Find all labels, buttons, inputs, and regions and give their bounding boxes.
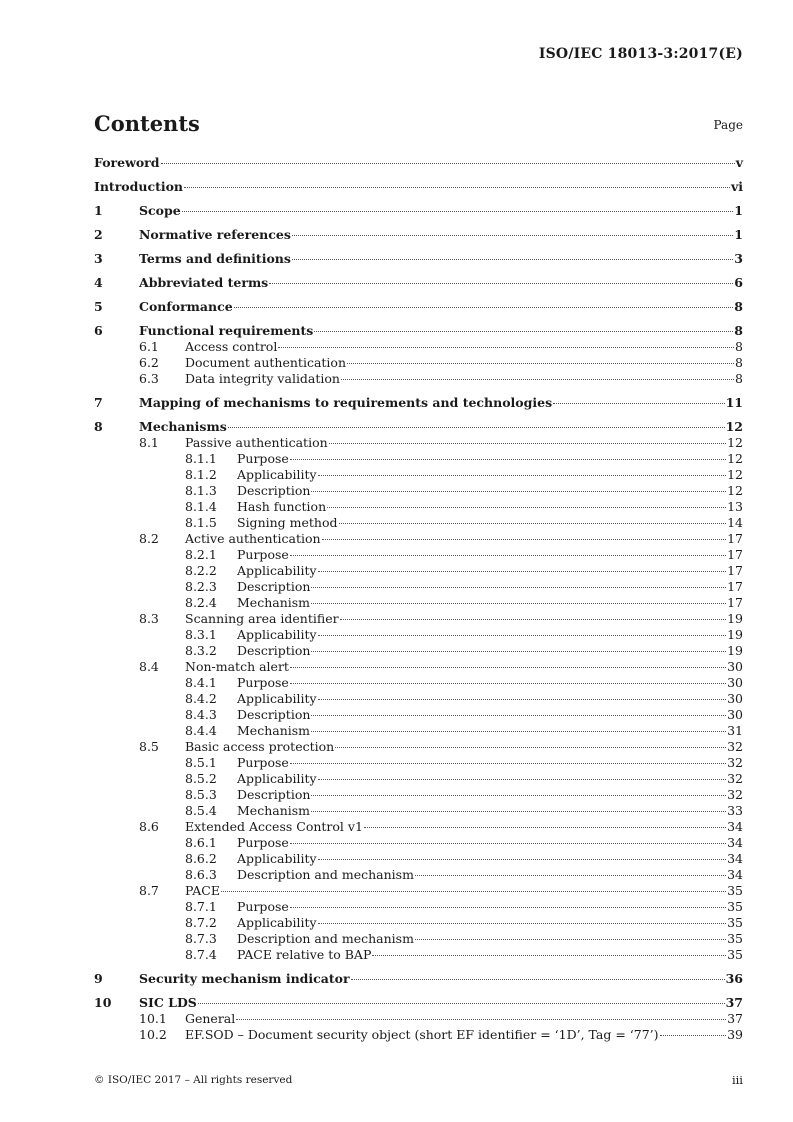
toc-entry-page: 19 [727,643,743,658]
toc-entry-page: 36 [725,971,743,986]
toc-entry[interactable] [94,531,743,547]
toc-entry-page: 30 [727,675,743,690]
toc-entry-page: 39 [727,1027,743,1042]
toc-entry-page: 17 [727,563,743,578]
toc-entry-title: Scanning area identifier [185,611,339,626]
toc-entry-number: 8.6.2 [185,851,217,866]
toc-entry-number: 8.1.4 [185,499,217,514]
toc-entry-title: PACE relative to BAP [237,947,372,962]
toc-entry-title: Mechanism [237,803,311,818]
toc-entry-title: Description and mechanism [237,867,414,882]
toc-entry-title: General [185,1011,236,1026]
toc-entry[interactable] [94,595,743,611]
toc-dot-leader [660,1035,727,1036]
toc-spacer [94,987,743,995]
toc-entry-number: 8.2.3 [185,579,217,594]
toc-dot-leader [290,555,726,556]
toc-entry-page: 37 [725,995,743,1010]
toc-dot-leader [553,403,724,404]
toc-entry-title: Mechanism [237,595,311,610]
toc-spacer [94,171,743,179]
toc-entry[interactable] [94,275,743,291]
toc-entry[interactable] [94,499,743,515]
toc-dot-leader [290,907,726,908]
toc-entry-page: 1 [734,227,743,242]
toc-entry[interactable] [94,819,743,835]
toc-entry-number: 8.1.3 [185,483,217,498]
toc-dot-leader [278,347,734,348]
toc-entry[interactable] [94,971,743,987]
toc-spacer [94,315,743,323]
toc-entry-number: 2 [94,227,103,242]
toc-entry-page: 35 [727,947,743,962]
toc-entry[interactable] [94,659,743,675]
toc-entry-page: 1 [734,203,743,218]
toc-entry[interactable] [94,835,743,851]
toc-entry-number: 8.4.2 [185,691,217,706]
toc-dot-leader [311,587,726,588]
toc-entry-number: 8.7.2 [185,915,217,930]
toc-entry-title: EF.SOD – Document security object (short EF identifier = ‘1D’, Tag = ‘77’) [185,1027,659,1042]
toc-entry-title: Description [237,579,311,594]
toc-entry-number: 6.3 [139,371,159,386]
toc-entry-number: 10.1 [139,1011,167,1026]
toc-entry-page: 14 [727,515,743,530]
toc-entry[interactable] [94,467,743,483]
toc-dot-leader [311,811,726,812]
toc-entry[interactable] [94,227,743,243]
toc-entry[interactable] [94,355,743,371]
toc-entry-title: Mechanism [237,723,311,738]
toc-entry-title: Applicability [237,851,317,866]
toc-entry-page: 8 [734,323,743,338]
toc-entry-number: 8.7 [139,883,159,898]
toc-entry-number: 8.4.1 [185,675,217,690]
toc-entry[interactable] [94,1027,743,1043]
toc-entry-title: Applicability [237,467,317,482]
toc-entry-title: Security mechanism indicator [139,971,350,986]
toc-entry-number: 8.1.1 [185,451,217,466]
toc-dot-leader [318,699,727,700]
toc-entry[interactable] [94,691,743,707]
toc-entry[interactable] [94,851,743,867]
page-column-label: Page [713,118,743,132]
toc-dot-leader [234,307,734,308]
toc-entry-page: 8 [735,371,743,386]
toc-entry-title: Description [237,643,311,658]
toc-entry-title: Active authentication [185,531,321,546]
toc-entry-number: 6.2 [139,355,159,370]
toc-entry-title: PACE [185,883,220,898]
toc-spacer [94,963,743,971]
toc-entry[interactable] [94,611,743,627]
toc-entry-page: 17 [727,579,743,594]
toc-entry-title: Purpose [237,675,289,690]
toc-dot-leader [322,539,727,540]
toc-entry-title: Signing method [237,515,338,530]
toc-entry-page: 12 [727,467,743,482]
toc-dot-leader [314,331,733,332]
toc-entry-number: 8.6.1 [185,835,217,850]
toc-entry-page: vi [730,179,743,194]
toc-entry-page: 12 [727,483,743,498]
toc-entry-number: 1 [94,203,103,218]
toc-entry[interactable] [94,643,743,659]
toc-dot-leader [311,603,726,604]
toc-entry-title: Purpose [237,451,289,466]
toc-dot-leader [318,571,727,572]
toc-entry[interactable] [94,883,743,899]
toc-entry-number: 9 [94,971,103,986]
toc-dot-leader [221,891,726,892]
toc-entry-title: Functional requirements [139,323,314,338]
toc-entry[interactable] [94,899,743,915]
toc-entry[interactable] [94,419,743,435]
toc-dot-leader [351,979,725,980]
toc-entry-page: 34 [727,851,743,866]
toc-entry-title: Mapping of mechanisms to requirements and technologies [139,395,553,410]
toc-entry-title: Hash function [237,499,327,514]
toc-entry-page: 32 [727,771,743,786]
toc-dot-leader [341,379,734,380]
toc-entry-page: 35 [727,899,743,914]
toc-entry-page: 17 [727,531,743,546]
toc-dot-leader [311,491,726,492]
toc-entry-page: 3 [734,251,743,266]
toc-dot-leader [340,619,727,620]
toc-entry-number: 8 [94,419,103,434]
toc-entry-page: 32 [727,787,743,802]
toc-entry-page: 17 [727,595,743,610]
toc-dot-leader [318,635,727,636]
toc-entry[interactable] [94,579,743,595]
toc-entry-page: 19 [727,611,743,626]
toc-entry-number: 8.2.1 [185,547,217,562]
toc-entry-title: Conformance [139,299,233,314]
toc-entry-page: 30 [727,707,743,722]
toc-dot-leader [236,1019,726,1020]
toc-dot-leader [329,443,726,444]
toc-entry[interactable] [94,707,743,723]
toc-entry-page: 12 [727,451,743,466]
toc-entry-title: Applicability [237,771,317,786]
toc-entry-number: 6.1 [139,339,159,354]
toc-entry-title: Extended Access Control v1 [185,819,363,834]
toc-dot-leader [311,795,726,796]
toc-dot-leader [161,163,735,164]
toc-dot-leader [292,235,733,236]
toc-dot-leader [318,923,727,924]
toc-entry[interactable] [94,435,743,451]
toc-entry[interactable] [94,155,743,171]
page-number-footer: iii [731,1073,743,1087]
toc-entry-title: Non-match alert [185,659,289,674]
toc-entry-title: Access control [185,339,278,354]
toc-entry[interactable] [94,339,743,355]
toc-entry[interactable] [94,931,743,947]
toc-entry[interactable] [94,251,743,267]
toc-entry-number: 8.5.3 [185,787,217,802]
toc-dot-leader [292,259,733,260]
toc-dot-leader [290,667,726,668]
toc-entry[interactable] [94,915,743,931]
toc-dot-leader [228,427,725,428]
toc-entry-title: Applicability [237,563,317,578]
toc-entry-page: 8 [735,355,743,370]
toc-entry-number: 5 [94,299,103,314]
toc-spacer [94,195,743,203]
toc-spacer [94,387,743,395]
toc-entry-number: 8.5.4 [185,803,217,818]
toc-entry-title: Terms and definitions [139,251,291,266]
toc-entry-page: 17 [727,547,743,562]
toc-entry-title: Abbreviated terms [139,275,269,290]
toc-entry-number: 10.2 [139,1027,167,1042]
toc-spacer [94,243,743,251]
toc-entry-number: 8.7.1 [185,899,217,914]
toc-spacer [94,291,743,299]
toc-entry-number: 8.7.4 [185,947,217,962]
toc-entry[interactable] [94,323,743,339]
contents-title: Contents [94,111,200,136]
toc-dot-leader [318,475,727,476]
toc-entry-number: 8.2.2 [185,563,217,578]
toc-entry-page: 8 [735,339,743,354]
toc-entry[interactable] [94,395,743,411]
toc-dot-leader [290,459,726,460]
toc-entry-number: 8.4 [139,659,159,674]
toc-dot-leader [364,827,726,828]
toc-entry-number: 8.6 [139,819,159,834]
toc-entry-title: Introduction [94,179,184,194]
toc-dot-leader [335,747,726,748]
document-id-header: ISO/IEC 18013-3:2017(E) [538,46,743,62]
toc-entry-page: 33 [727,803,743,818]
toc-entry-page: 11 [725,395,743,410]
toc-dot-leader [198,1003,725,1004]
toc-entry-title: Purpose [237,755,289,770]
toc-entry-page: 35 [727,883,743,898]
toc-entry-page: 30 [727,691,743,706]
toc-entry[interactable] [94,1011,743,1027]
toc-dot-leader [184,187,730,188]
toc-entry-page: 34 [727,835,743,850]
toc-dot-leader [372,955,726,956]
toc-entry-title: Foreword [94,155,160,170]
toc-entry-page: 37 [727,1011,743,1026]
toc-entry-page: 30 [727,659,743,674]
toc-entry-title: Applicability [237,915,317,930]
toc-entry-page: 12 [725,419,743,434]
toc-dot-leader [311,715,726,716]
toc-entry-number: 8.2.4 [185,595,217,610]
toc-entry-number: 8.5 [139,739,159,754]
toc-entry[interactable] [94,995,743,1011]
toc-dot-leader [290,843,726,844]
toc-entry[interactable] [94,371,743,387]
toc-entry-page: 35 [727,915,743,930]
toc-entry-page: 32 [727,739,743,754]
toc-entry[interactable] [94,739,743,755]
toc-entry-number: 7 [94,395,103,410]
toc-dot-leader [415,939,726,940]
toc-entry-number: 8.5.1 [185,755,217,770]
toc-entry[interactable] [94,787,743,803]
toc-entry[interactable] [94,627,743,643]
toc-entry-number: 8.3.2 [185,643,217,658]
toc-entry-number: 8.7.3 [185,931,217,946]
toc-entry[interactable] [94,803,743,819]
toc-entry-page: 34 [727,867,743,882]
toc-entry-title: Applicability [237,691,317,706]
toc-entry-title: Scope [139,203,181,218]
toc-dot-leader [290,763,726,764]
toc-entry-title: Passive authentication [185,435,328,450]
toc-entry[interactable] [94,723,743,739]
toc-entry-number: 8.5.2 [185,771,217,786]
toc-entry-page: 12 [727,435,743,450]
toc-entry[interactable] [94,755,743,771]
toc-entry-page: 31 [727,723,743,738]
toc-entry[interactable] [94,515,743,531]
toc-entry-page: 13 [727,499,743,514]
toc-entry[interactable] [94,563,743,579]
toc-dot-leader [327,507,726,508]
copyright-footer: © ISO/IEC 2017 – All rights reserved [94,1074,293,1086]
toc-entry-number: 3 [94,251,103,266]
toc-entry-number: 8.6.3 [185,867,217,882]
toc-entry-title: Description [237,707,311,722]
toc-entry-number: 4 [94,275,103,290]
toc-entry[interactable] [94,451,743,467]
toc-dot-leader [339,523,727,524]
toc-spacer [94,411,743,419]
toc-entry-title: Description [237,787,311,802]
toc-entry-number: 8.3.1 [185,627,217,642]
toc-entry-page: 35 [727,931,743,946]
toc-entry-title: Mechanisms [139,419,227,434]
toc-entry[interactable] [94,675,743,691]
toc-entry[interactable] [94,547,743,563]
toc-spacer [94,219,743,227]
toc-entry-page: 34 [727,819,743,834]
toc-dot-leader [290,683,726,684]
toc-entry-page: v [735,155,743,170]
toc-spacer [94,267,743,275]
table-of-contents [94,155,743,1043]
toc-entry-page: 8 [734,299,743,314]
toc-dot-leader [311,731,726,732]
toc-entry-number: 8.4.4 [185,723,217,738]
toc-entry-title: Basic access protection [185,739,335,754]
toc-entry-number: 8.4.3 [185,707,217,722]
toc-entry-title: Document authentication [185,355,346,370]
toc-entry[interactable] [94,203,743,219]
toc-entry-number: 6 [94,323,103,338]
toc-entry-number: 8.1.2 [185,467,217,482]
toc-entry-page: 19 [727,627,743,642]
toc-entry-number: 8.1 [139,435,159,450]
toc-entry-page: 32 [727,755,743,770]
toc-dot-leader [311,651,726,652]
toc-dot-leader [318,859,727,860]
toc-entry-number: 8.3 [139,611,159,626]
toc-entry[interactable] [94,179,743,195]
toc-dot-leader [318,779,727,780]
toc-entry-number: 8.2 [139,531,159,546]
toc-entry-title: Description and mechanism [237,931,414,946]
toc-entry-title: Applicability [237,627,317,642]
toc-entry-page: 6 [734,275,743,290]
toc-entry[interactable] [94,947,743,963]
toc-entry[interactable] [94,299,743,315]
toc-entry-title: SIC LDS [139,995,197,1010]
toc-entry-title: Description [237,483,311,498]
toc-dot-leader [347,363,734,364]
toc-entry[interactable] [94,483,743,499]
toc-entry-title: Purpose [237,547,289,562]
toc-entry-number: 8.1.5 [185,515,217,530]
toc-dot-leader [182,211,734,212]
toc-entry[interactable] [94,771,743,787]
toc-dot-leader [269,283,733,284]
toc-entry-number: 10 [94,995,112,1010]
toc-entry-title: Normative references [139,227,291,242]
toc-entry-title: Purpose [237,899,289,914]
toc-entry-title: Purpose [237,835,289,850]
toc-dot-leader [415,875,726,876]
toc-entry[interactable] [94,867,743,883]
toc-entry-title: Data integrity validation [185,371,340,386]
